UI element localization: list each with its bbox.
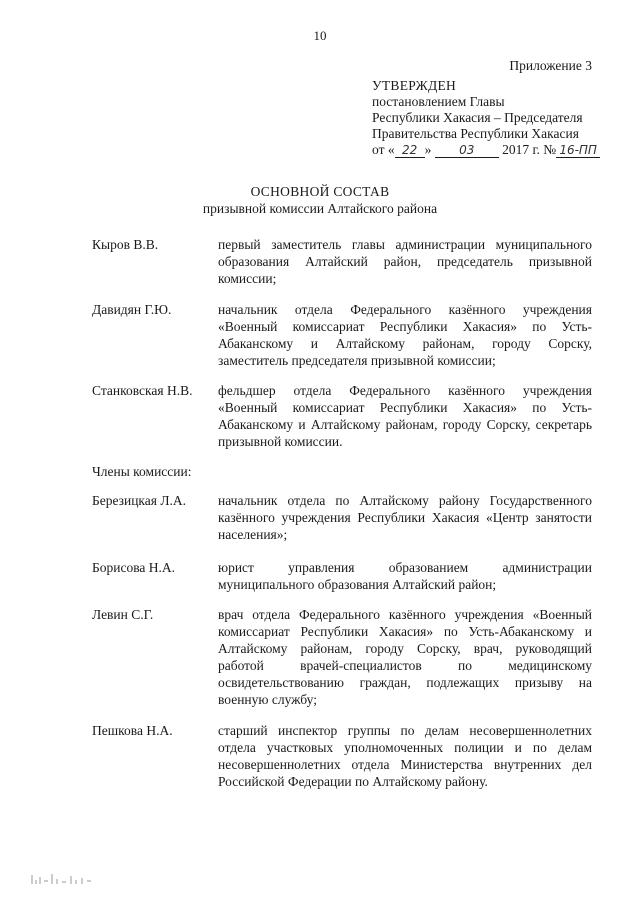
member-name: Станковская Н.В. (92, 383, 193, 398)
member-role: старший инспектор группы по делам несовершеннолетних отдела участковых уполномоченных полиции и по делам несовершеннолетних отдела Министерства внутренних дел Российской Федерации по Алтайскому району. (218, 723, 592, 789)
member-role: фельдшер отдела Федерального казённого учреждения «Военный комиссариат Республики Хакасия» по Усть-Абаканскому и Алтайскому районам, городу Сорску, секретарь призывной комиссии. (218, 383, 592, 449)
date-month: 03 (435, 144, 499, 158)
approval-line: Республики Хакасия – Председателя (372, 110, 583, 125)
date-prefix: от « (372, 142, 395, 157)
heading-title: ОСНОВНОЙ СОСТАВ (250, 184, 390, 199)
appendix-label: Приложение 3 (509, 58, 592, 73)
member-name: Левин С.Г. (92, 607, 154, 622)
approval-block (372, 78, 600, 158)
member-name: Пешкова Н.А. (92, 723, 173, 738)
members-label: Члены комиссии: (92, 464, 192, 479)
approval-line: постановлением Главы (372, 94, 505, 109)
member-role: начальник отдела по Алтайскому району Государственного казённого учреждения Республики Хакасия «Центр занятости населения»; (218, 493, 592, 542)
member-name: Давидян Г.Ю. (92, 302, 172, 317)
page-number: 10 (313, 28, 327, 43)
approval-date-line (372, 142, 600, 158)
approval-line: Правительства Республики Хакасия (372, 126, 579, 141)
heading-subtitle: призывной комиссии Алтайского района (202, 201, 438, 216)
date-year: 2017 г. № (502, 142, 557, 157)
member-role: начальник отдела Федерального казённого учреждения «Военный комиссариат Республики Хакасия» по Усть-Абаканскому и Алтайскому районам, городу Сорску, заместитель председателя призывной комиссии; (218, 302, 592, 368)
member-role: первый заместитель главы администрации муниципального образования Алтайский район, председатель призывной комиссии; (218, 237, 592, 286)
date-mid: » (424, 142, 432, 157)
member-role: врач отдела Федерального казённого учреждения «Военный комиссариат Республики Хакасия» по Усть-Абаканскому и Алтайскому районам, городу Сорску, врач, руководящий работой врачей-специалистов по медицинскому освидетельствованию граждан, подлежащих призыву на военную службу; (218, 607, 592, 707)
scan-marks (30, 872, 94, 886)
member-role: юрист управления образованием администрации муниципального образования Алтайский район; (218, 560, 592, 592)
document-heading (0, 183, 640, 217)
member-name: Березицкая Л.А. (92, 493, 187, 508)
approval-title: УТВЕРЖДЕН (372, 78, 457, 93)
member-name: Кыров В.В. (92, 237, 159, 252)
document-number: 16-ПП (556, 144, 600, 158)
date-day: 22 (395, 144, 425, 158)
member-name: Борисова Н.А. (92, 560, 176, 575)
